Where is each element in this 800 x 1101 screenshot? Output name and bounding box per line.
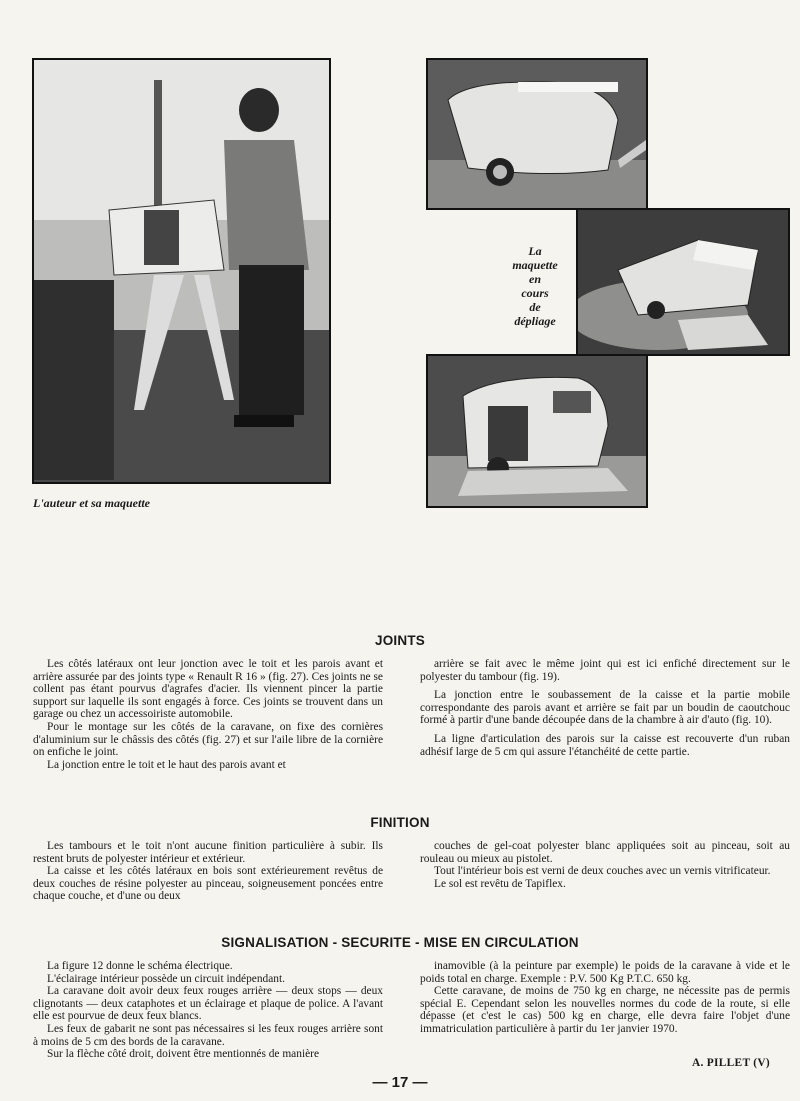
- photo-model-unfolding: [576, 208, 790, 356]
- section-title-finition: FINITION: [370, 815, 430, 830]
- paragraph: La caisse et les côtés latéraux en bois sont extérieurement revêtus de deux couches de résine polyester au pinceau, soigneusement poncées entre chaque couche, et d'une ou deux: [33, 865, 383, 903]
- caption-line: de: [529, 300, 541, 314]
- caption-unfolding: [503, 244, 567, 328]
- paragraph: Pour le montage sur les côtés de la caravane, on fixe des cornières d'aluminium sur le châssis des côtés (fig. 27) et sur l'aile libre de la cornière on enfiche le joint.: [33, 720, 383, 759]
- caption-line: en: [529, 272, 541, 286]
- paragraph: L'éclairage intérieur possède un circuit indépendant.: [47, 972, 285, 985]
- photo-icon: [428, 356, 646, 506]
- signalisation-right-column: [420, 960, 790, 1036]
- joints-right-column: [420, 658, 790, 758]
- paragraph: Sur la flèche côté droit, doivent être mentionnés de manière: [47, 1048, 320, 1061]
- paragraph: La caravane doit avoir deux feux rouges arrière — deux stops — deux clignotants — deux cataphotes et un éclairage et plaque de police. A l'avant elle est pourvue de deux feux blancs.: [33, 985, 383, 1023]
- paragraph: La jonction entre le toit et le haut des parois avant et: [47, 758, 286, 771]
- photo-icon: [428, 60, 646, 208]
- caption-author: L'auteur et sa maquette: [33, 496, 150, 510]
- caption-line: maquette: [512, 258, 558, 272]
- paragraph: Cette caravane, de moins de 750 kg en charge, ne nécessite pas de permis spécial E. Cependant selon les nouvelles normes du code de la route, si elle dépasse (et c'est le cas) 500 kg en charge, elle devra faire l'objet d'une immatriculation particulière à partir du 1er janvier 1970.: [420, 985, 790, 1035]
- paragraph: La figure 12 donne le schéma électrique.: [47, 960, 233, 972]
- author-signature: A. PILLET (V): [691, 1057, 770, 1069]
- joints-left-column: [33, 658, 383, 771]
- photo-model-closed: [426, 58, 648, 210]
- finition-left-column: [33, 840, 383, 903]
- photo-icon: [34, 60, 329, 482]
- photo-model-open: [426, 354, 648, 508]
- caption-line: La: [528, 244, 542, 258]
- photo-author-with-model: [32, 58, 331, 484]
- page-number: — 17 —: [372, 1074, 428, 1091]
- paragraph: Les côtés latéraux ont leur jonction avec le toit et les parois avant et arrière assurée par des joints type « Renault R 16 » (fig. 27). Ces joints ne se collent pas étant pourvus d'agrafes d'acier. Ils viennent pincer la partie support sur laquelle ils sont engagés à force. Ces joints se trouvent dans un garage ou chez un accessoiriste automobile.: [33, 658, 383, 721]
- signalisation-left-column: [33, 960, 383, 1061]
- paragraph: La ligne d'articulation des parois sur la caisse est recouverte d'un ruban adhésif large de 5 cm qui assure l'étanchéité de cette partie.: [420, 732, 790, 758]
- caption-line: cours: [521, 286, 549, 300]
- paragraph: Les feux de gabarit ne sont pas nécessaires si les feux rouges arrière sont à moins de 5 cm des bords de la caravane.: [33, 1022, 383, 1048]
- paragraph: inamovible (à la peinture par exemple) le poids de la caravane à vide et le poids total en charge. Exemple : P.V. 500 Kg P.T.C. 650 kg.: [420, 960, 790, 985]
- paragraph: couches de gel-coat polyester blanc appliquées soit au pinceau, soit au rouleau ou mieux au pistolet.: [420, 840, 790, 865]
- caption-line: dépliage: [514, 314, 556, 328]
- photo-icon: [578, 210, 788, 354]
- paragraph: arrière se fait avec le même joint qui est ici enfiché directement sur le polyester du tambour (fig. 19).: [420, 658, 790, 683]
- paragraph: Le sol est revêtu de Tapiflex.: [434, 877, 566, 890]
- paragraph: Tout l'intérieur bois est verni de deux couches avec un vernis vitrificateur.: [434, 865, 771, 878]
- section-title-signalisation: SIGNALISATION - SECURITE - MISE EN CIRCULATION: [221, 935, 579, 950]
- section-title-joints: JOINTS: [375, 633, 425, 648]
- paragraph: Les tambours et le toit n'ont aucune finition particulière à subir. Ils restent bruts de polyester intérieur et extérieur.: [33, 840, 383, 865]
- finition-right-column: [420, 840, 790, 890]
- paragraph: La jonction entre le soubassement de la caisse et la partie mobile correspondante des parois avant et arrière se fait par un boudin de caoutchouc formé à partir d'une bande découpée dans de la chambre à air d'auto (fig. 10).: [420, 689, 790, 727]
